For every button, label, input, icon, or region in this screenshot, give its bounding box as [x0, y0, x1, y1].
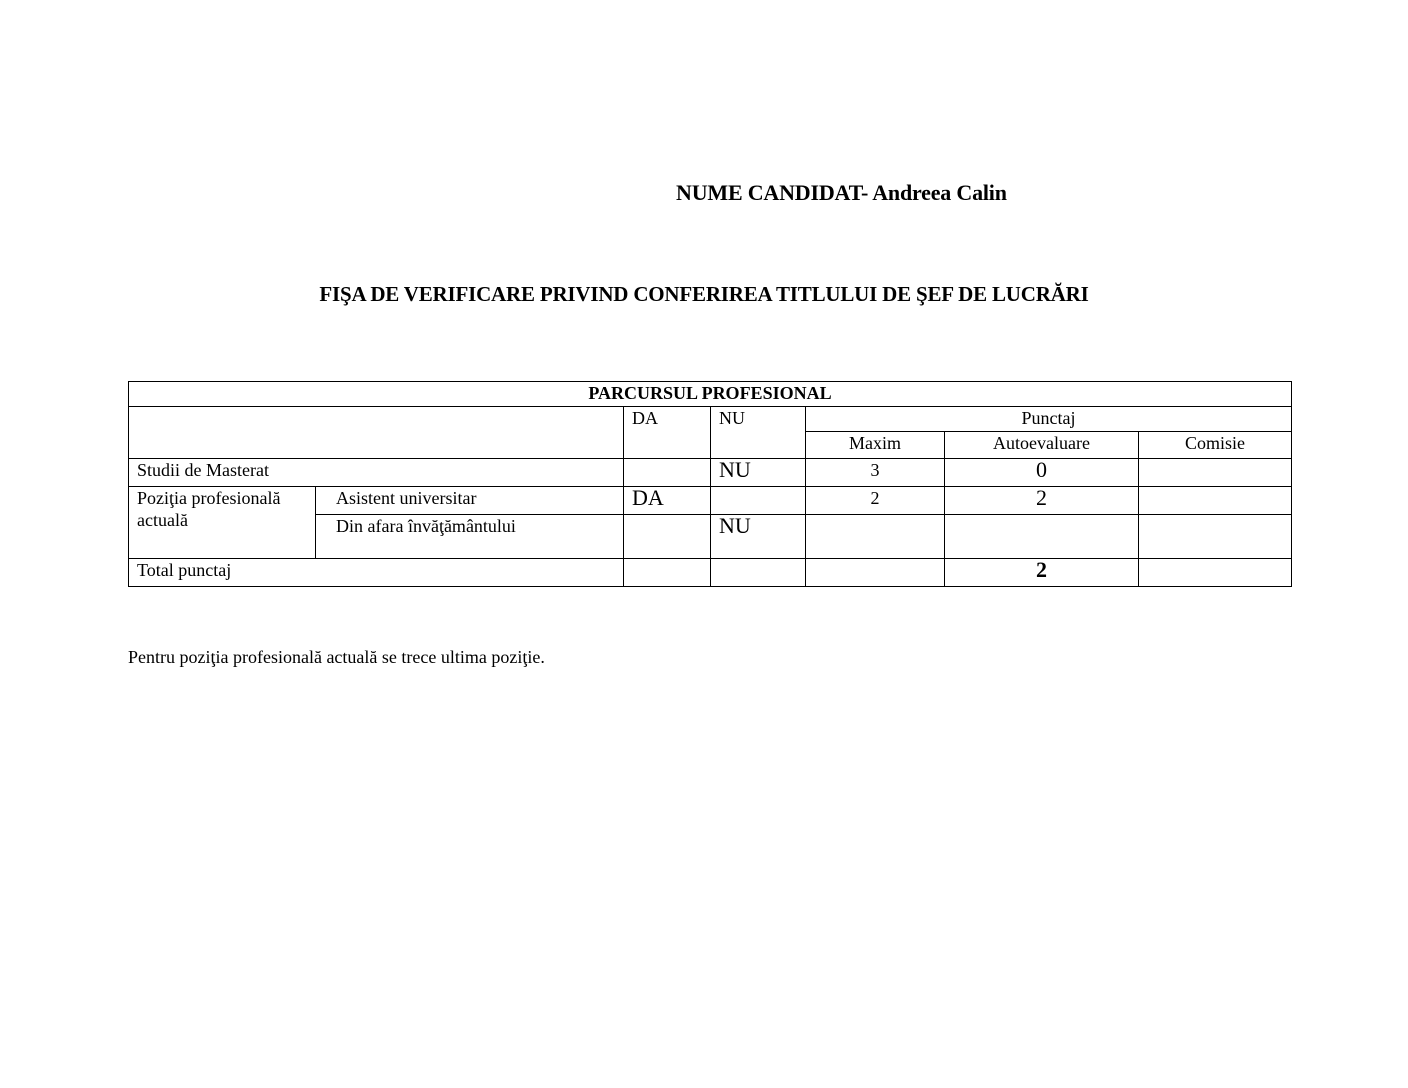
cell-da — [624, 459, 711, 487]
cell-comisie — [1139, 515, 1292, 559]
header-maxim: Maxim — [806, 432, 945, 459]
row-label: Din afara învăţământului — [316, 515, 624, 559]
table-row-asistent — [129, 487, 1292, 515]
cell-maxim — [806, 515, 945, 559]
cell-nu: NU — [711, 459, 806, 487]
cell-comisie — [1139, 559, 1292, 587]
cell-nu — [711, 559, 806, 587]
cell-nu: NU — [711, 515, 806, 559]
row-group-label: Poziţia profesională actuală — [129, 487, 316, 559]
blank-header-cell — [129, 407, 624, 459]
section-title: PARCURSUL PROFESIONAL — [129, 382, 1292, 407]
header-da: DA — [624, 407, 711, 459]
table-row-master — [129, 459, 1292, 487]
row-label: Total punctaj — [129, 559, 624, 587]
cell-da — [624, 515, 711, 559]
cell-maxim — [806, 559, 945, 587]
column-header-row — [129, 407, 1292, 432]
cell-da — [624, 559, 711, 587]
table-row-total — [129, 559, 1292, 587]
header-autoevaluare: Autoevaluare — [945, 432, 1139, 459]
header-punctaj: Punctaj — [806, 407, 1292, 432]
cell-maxim: 3 — [806, 459, 945, 487]
footnote: Pentru poziţia profesională actuală se trece ultima poziţie. — [128, 647, 545, 667]
cell-nu — [711, 487, 806, 515]
section-header-row — [129, 382, 1292, 407]
header-comisie: Comisie — [1139, 432, 1292, 459]
evaluation-table — [128, 381, 1292, 587]
cell-autoevaluare: 0 — [945, 459, 1139, 487]
cell-comisie — [1139, 487, 1292, 515]
candidate-name: NUME CANDIDAT- Andreea Calin — [676, 180, 1007, 205]
row-label: Asistent universitar — [316, 487, 624, 515]
cell-comisie — [1139, 459, 1292, 487]
cell-autoevaluare — [945, 515, 1139, 559]
cell-autoevaluare: 2 — [945, 559, 1139, 587]
page-title: FIŞA DE VERIFICARE PRIVIND CONFERIREA TITLULUI DE ŞEF DE LUCRĂRI — [319, 282, 1089, 306]
cell-autoevaluare: 2 — [945, 487, 1139, 515]
header-nu: NU — [711, 407, 806, 459]
row-label: Studii de Masterat — [129, 459, 624, 487]
cell-da: DA — [624, 487, 711, 515]
cell-maxim: 2 — [806, 487, 945, 515]
